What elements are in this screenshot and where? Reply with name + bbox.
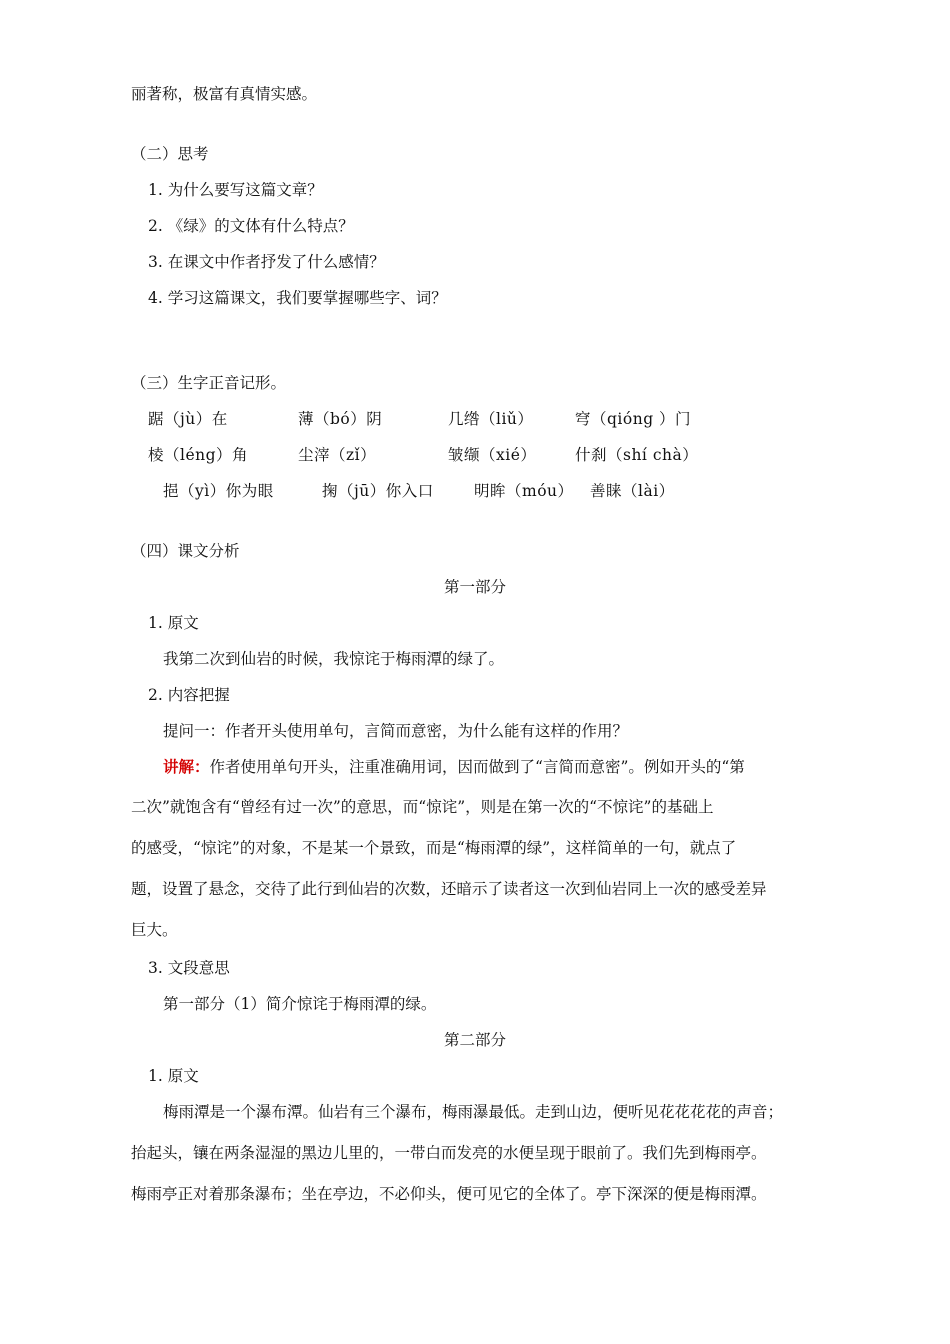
part2-text-line-1: 梅雨潭是一个瀑布潭。仙岩有三个瀑布，梅雨瀑最低。走到山边，便听见花花花花的声音；	[163, 1103, 784, 1121]
char-r2-3: 皱缬（xié）	[448, 446, 537, 464]
part2-text-line-3: 梅雨亭正对着那条瀑布；坐在亭边，不必仰头，便可见它的全体了。亭下深深的便是梅雨潭。	[131, 1185, 767, 1203]
part1-original-text: 我第二次到仙岩的时候，我惊诧于梅雨潭的绿了。	[163, 650, 505, 668]
part2-title: 第二部分	[443, 1031, 506, 1049]
char-r2-1: 棱（léng）角	[148, 446, 249, 464]
part1-original-label: 1. 原文	[148, 614, 199, 632]
part2-original-label: 1. 原文	[148, 1067, 199, 1085]
char-r1-2: 薄（bó）阴	[298, 410, 383, 428]
thinking-item-4: 4. 学习这篇课文，我们要掌握哪些字、词？	[148, 289, 447, 307]
explain-text-1: 作者使用单句开头，注重准确用词，因而做到了“言简而意密”。例如开头的“第	[209, 758, 745, 776]
part1-meaning-label: 3. 文段意思	[148, 959, 230, 977]
char-r3-3: 明眸（móu）	[474, 482, 574, 500]
char-r3-1: 挹（yì）你为眼	[163, 482, 274, 500]
part1-grasp-label: 2. 内容把握	[148, 686, 230, 704]
char-r3-2: 掬（jū）你入口	[322, 482, 434, 500]
part1-question: 提问一：作者开头使用单句，言简而意密，为什么能有这样的作用？	[163, 722, 629, 740]
char-r1-1: 踞（jù）在	[148, 410, 228, 428]
part2-text-line-2: 抬起头，镶在两条湿湿的黑边儿里的，一带白而发亮的水便呈现于眼前了。我们先到梅雨亭。	[131, 1144, 767, 1162]
section-heading-thinking: （二）思考	[131, 145, 209, 163]
part1-explain-line-4: 题，设置了悬念，交待了此行到仙岩的次数，还暗示了读者这一次到仙岩同上一次的感受差异	[131, 880, 767, 898]
char-r2-4: 什刹（shí chà）	[575, 446, 699, 464]
thinking-item-2: 2. 《绿》的文体有什么特点？	[148, 217, 354, 235]
part1-explain-line-3: 的感受，“惊诧”的对象，不是某一个景致，而是“梅雨潭的绿”，这样简单的一句，就点了	[131, 839, 737, 857]
part1-title: 第一部分	[443, 578, 506, 596]
part1-explain-line-2: 二次”就饱含有“曾经有过一次”的意思，而“惊诧”，则是在第一次的“不惊诧”的基础上	[131, 798, 714, 816]
section-heading-characters: （三）生字正音记形。	[131, 374, 287, 392]
thinking-item-3: 3. 在课文中作者抒发了什么感情？	[148, 253, 385, 271]
explain-lead: 讲解：	[163, 757, 210, 776]
part1-explain-line-5: 巨大。	[131, 921, 178, 939]
part1-explain-line-1	[163, 757, 745, 777]
thinking-item-1: 1. 为什么要写这篇文章？	[148, 181, 323, 199]
char-r3-4: 善睐（lài）	[590, 482, 675, 500]
char-r2-2: 尘滓（zǐ）	[298, 446, 377, 464]
char-r1-3: 几绺（liǔ）	[448, 410, 534, 428]
section-heading-analysis: （四）课文分析	[131, 542, 240, 560]
char-r1-4: 穹（qióng ）门	[575, 410, 692, 428]
part1-meaning-text: 第一部分（1）简介惊诧于梅雨潭的绿。	[163, 995, 437, 1013]
intro-tail: 丽著称，极富有真情实感。	[131, 85, 318, 103]
